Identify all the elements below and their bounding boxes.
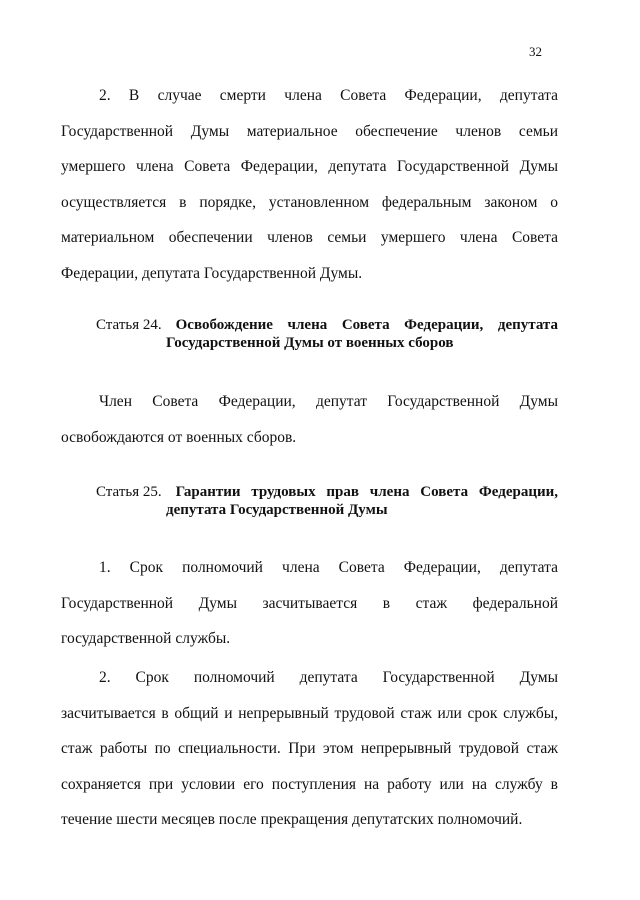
page-number: 32 <box>529 44 542 59</box>
text-line: Государственной Думы засчитывается в стаж федеральной <box>61 594 558 612</box>
text-line: материальном обеспечении членов семьи умершего члена Совета <box>61 229 558 246</box>
article-number: Статья 24. <box>96 317 162 333</box>
text-line: течение шести месяцев после прекращения депутатских полномочий. <box>61 811 523 828</box>
text-line: 2. Срок полномочий депутата Государственной Думы <box>99 669 558 686</box>
text-line: Член Совета Федерации, депутат Государственной Думы <box>99 393 558 410</box>
article-title: Гарантии трудовых прав члена Совета Федерации, <box>175 484 558 500</box>
text-line: умершего члена Совета Федерации, депутата Государственной Думы <box>61 158 558 175</box>
article-title-continued: Государственной Думы от военных сборов <box>166 335 454 351</box>
text-line: стаж работы по специальности. При этом непрерывный трудовой стаж <box>61 740 558 757</box>
paragraph-term-service <box>61 550 558 657</box>
text-line: 2. В случае смерти члена Совета Федерации, депутата <box>99 87 558 104</box>
article-title-continued: депутата Государственной Думы <box>166 502 388 518</box>
paragraph-military-exemption <box>61 384 558 455</box>
text-line: 1. Срок полномочий члена Совета Федерации, депутата <box>99 559 558 576</box>
text-line: государственной службы. <box>61 630 231 647</box>
text-line: освобождаются от военных сборов. <box>61 428 297 446</box>
article-25-heading <box>96 483 558 519</box>
article-number: Статья 25. <box>96 484 162 500</box>
text-line: засчитывается в общий и непрерывный трудовой стаж или срок службы, <box>61 704 558 722</box>
text-line: Государственной Думы материальное обеспечение членов семьи <box>61 122 558 140</box>
article-24-heading <box>96 316 558 352</box>
text-line: осуществляется в порядке, установленном федеральным законом о <box>61 193 558 211</box>
article-title: Освобождение члена Совета Федерации, депутата <box>175 317 558 333</box>
paragraph-death-provision <box>61 78 558 291</box>
text-line: сохраняется при условии его поступления на работу или на службу в <box>61 775 558 793</box>
paragraph-work-experience <box>61 660 558 838</box>
text-line: Федерации, депутата Государственной Думы. <box>61 264 363 282</box>
